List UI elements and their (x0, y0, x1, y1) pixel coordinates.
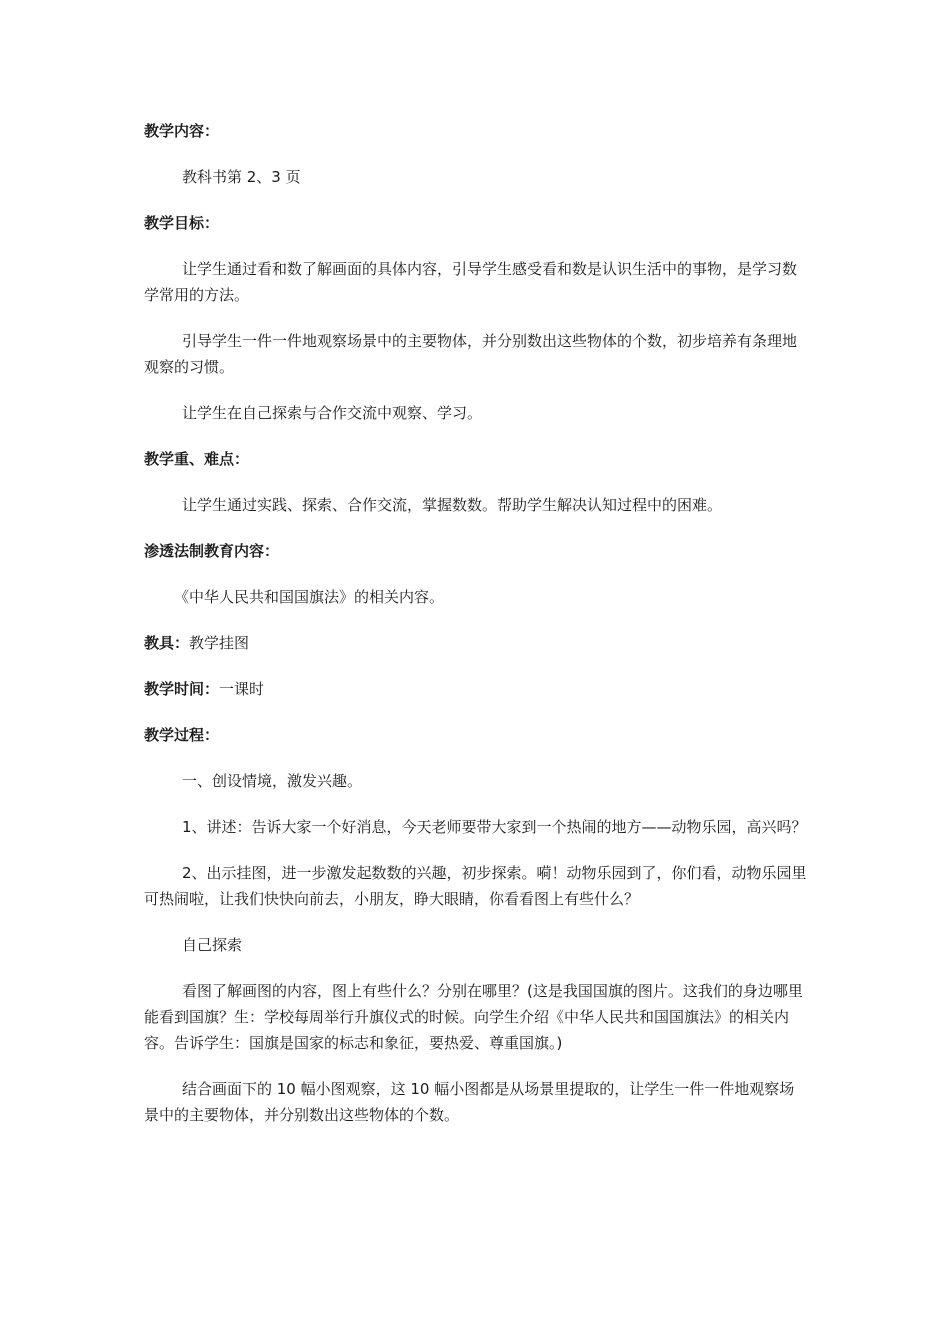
process-step-1-1: 1、讲述：告诉大家一个好消息，今天老师要带大家到一个热闹的地方——动物乐园，高兴吗？ (182, 818, 807, 836)
teaching-tools-value: 教学挂图 (189, 634, 250, 652)
teaching-tools-label: 教具： (144, 634, 190, 652)
explore-paragraph-2: 结合画面下的 10 幅小图观察，这 10 幅小图都是从场景里提取的，让学生一件一件地观察场景中的主要物体，并分别数出这些物体的个数。 (144, 1080, 795, 1124)
key-points-heading: 教学重、难点： (144, 450, 250, 468)
teaching-tools-row (144, 630, 809, 656)
document-page (144, 118, 809, 1128)
process-step-1: 一、创设情境，激发兴趣。 (182, 772, 363, 790)
goal-paragraph-2: 引导学生一件一件地观察场景中的主要物体，并分别数出这些物体的个数，初步培养有条理地观察的习惯。 (144, 332, 798, 376)
key-points-text: 让学生通过实践、探索、合作交流，掌握数数。帮助学生解决认知过程中的困难。 (182, 496, 723, 514)
explore-label: 自己探索 (182, 936, 243, 954)
law-education-heading: 渗透法制教育内容： (144, 542, 280, 560)
teaching-time-row (144, 676, 809, 702)
explore-paragraph-1: 看图了解画图的内容，图上有些什么？分别在哪里？(这是我国国旗的图片。这我们的身边哪里能看到国旗？生：学校每周举行升旗仪式的时候。向学生介绍《中华人民共和国国旗法》的相关内容。告诉学生：国旗是国家的标志和象征，要热爱、尊重国旗。) (144, 982, 803, 1052)
teaching-time-value: 一课时 (219, 680, 265, 698)
process-step-1-2: 2、出示挂图，进一步激发起数数的兴趣，初步探索。嗬！动物乐园到了，你们看，动物乐园里可热闹啦，让我们快快向前去，小朋友，睁大眼睛，你看看图上有些什么？ (144, 864, 807, 908)
goal-paragraph-1: 让学生通过看和数了解画面的具体内容，引导学生感受看和数是认识生活中的事物，是学习数学常用的方法。 (144, 260, 798, 304)
teaching-goals-heading: 教学目标： (144, 214, 220, 232)
teaching-process-heading: 教学过程： (144, 726, 220, 744)
law-education-text: 《中华人民共和国国旗法》的相关内容。 (174, 588, 445, 606)
teaching-time-label: 教学时间： (144, 680, 220, 698)
teaching-content-heading: 教学内容： (144, 122, 220, 140)
goal-paragraph-3: 让学生在自己探索与合作交流中观察、学习。 (182, 404, 483, 422)
teaching-content-text: 教科书第 2、3 页 (182, 168, 301, 186)
